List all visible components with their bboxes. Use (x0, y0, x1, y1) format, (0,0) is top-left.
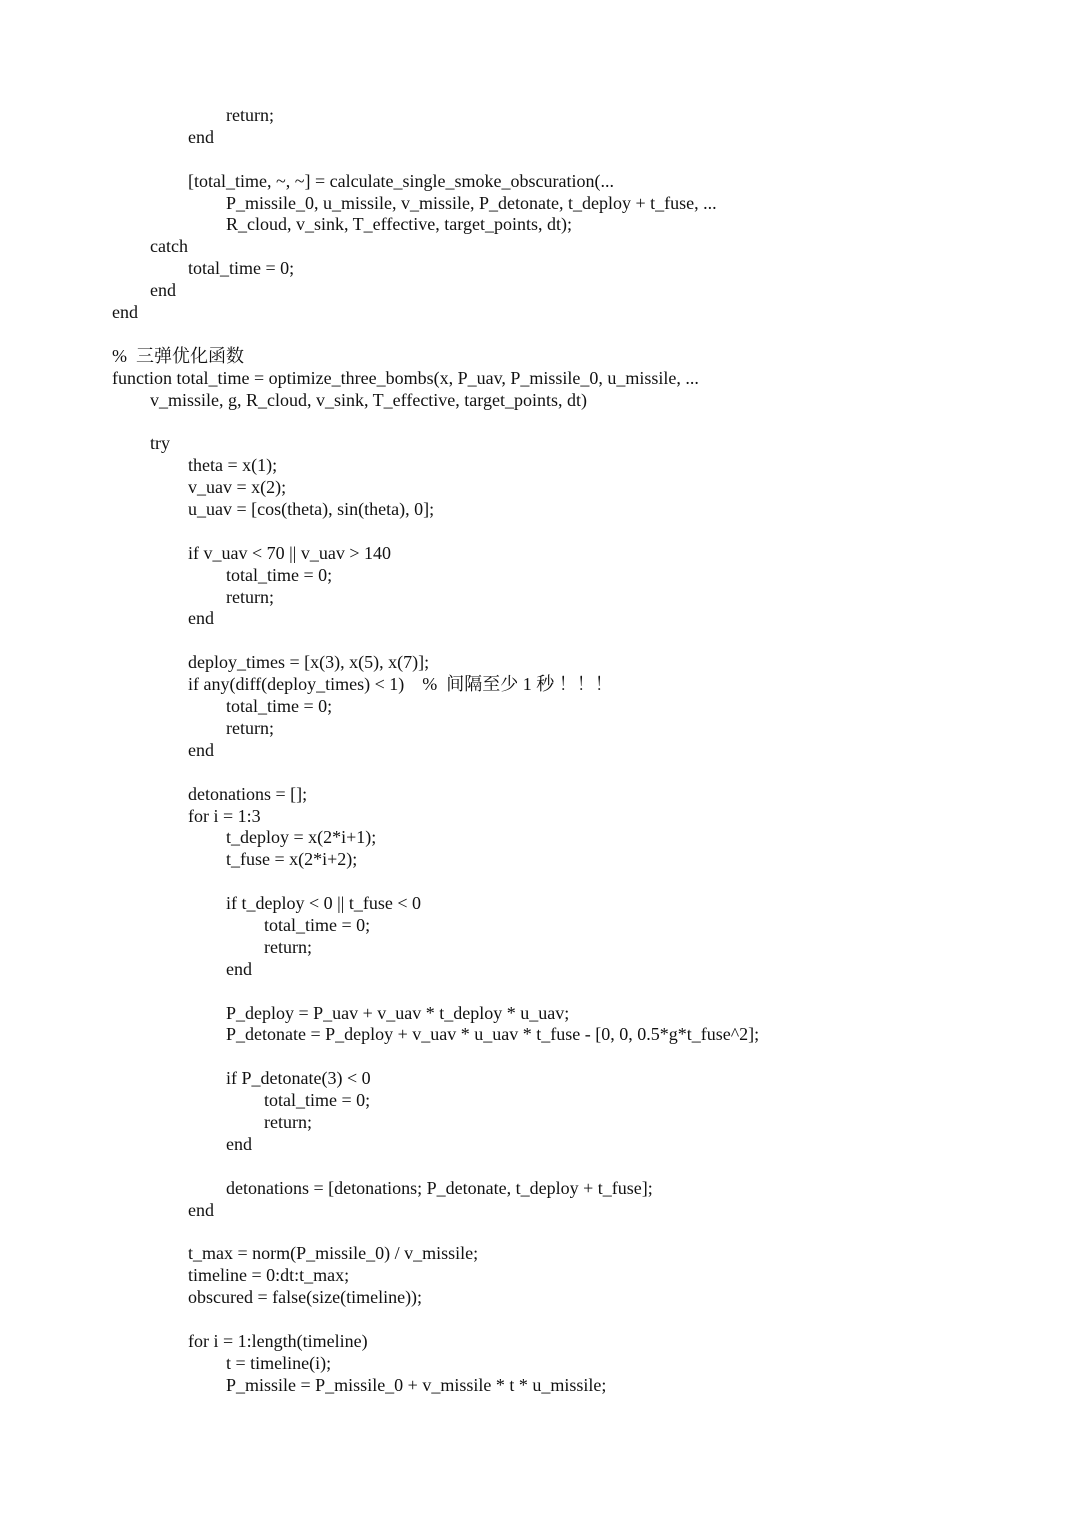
code-line: try (150, 433, 170, 454)
code-line: for i = 1:length(timeline) (188, 1330, 368, 1351)
code-line: obscured = false(size(timeline)); (188, 1287, 423, 1308)
code-line: R_cloud, v_sink, T_effective, target_points, dt); (226, 214, 572, 235)
code-line: total_time = 0; (188, 258, 295, 279)
blank-line (112, 149, 1052, 171)
code-line: return; (226, 105, 274, 125)
code-line: return; (226, 586, 274, 607)
blank-line (112, 521, 1052, 543)
code-line: end (188, 1199, 214, 1220)
code-line: P_missile_0, u_missile, v_missile, P_detonate, t_deploy + t_fuse, ... (226, 192, 717, 213)
code-line: theta = x(1); (188, 455, 278, 476)
code-line: detonations = [detonations; P_detonate, t_deploy + t_fuse]; (226, 1177, 653, 1198)
code-line: total_time = 0; (264, 914, 371, 935)
code-line: end (188, 608, 214, 629)
code-line: v_uav = x(2); (188, 477, 287, 498)
code-line: [total_time, ~, ~] = calculate_single_smoke_obscuration(... (188, 170, 615, 191)
blank-line (112, 1046, 1052, 1068)
code-line: if v_uav < 70 || v_uav > 140 (188, 542, 391, 563)
code-line: detonations = []; (188, 783, 308, 804)
code-line: deploy_times = [x(3), x(5), x(7)]; (188, 652, 430, 673)
code-line: end (188, 126, 214, 147)
code-line: end (226, 1133, 252, 1154)
blank-line (112, 1309, 1052, 1331)
code-line: u_uav = [cos(theta), sin(theta), 0]; (188, 499, 435, 520)
code-line: end (150, 280, 176, 301)
code-line: catch (150, 236, 188, 257)
code-line: function total_time = optimize_three_bombs(x, P_uav, P_missile_0, u_missile, ... (112, 367, 699, 388)
code-line: return; (226, 717, 274, 738)
code-line: end (226, 958, 252, 979)
code-line: end (188, 739, 214, 760)
blank-line (112, 1221, 1052, 1243)
code-line: total_time = 0; (264, 1090, 371, 1111)
blank-line (112, 411, 1052, 433)
blank-line (112, 871, 1052, 893)
blank-line (112, 324, 1052, 346)
code-line: return; (264, 936, 312, 957)
code-line: timeline = 0:dt:t_max; (188, 1265, 350, 1286)
code-line: end (112, 302, 138, 323)
code-line: if t_deploy < 0 || t_fuse < 0 (226, 893, 421, 914)
code-line: t_max = norm(P_missile_0) / v_missile; (188, 1243, 479, 1264)
code-line: v_missile, g, R_cloud, v_sink, T_effective, target_points, dt) (150, 389, 587, 410)
code-line: for i = 1:3 (188, 805, 261, 826)
code-listing (112, 105, 1052, 1397)
code-line: if P_detonate(3) < 0 (226, 1068, 371, 1089)
blank-line (112, 762, 1052, 784)
code-line: t = timeline(i); (226, 1352, 332, 1373)
blank-line (112, 981, 1052, 1003)
code-line: if any(diff(deploy_times) < 1) % 间隔至少 1 秒 ！！！ (188, 674, 613, 695)
code-line: return; (264, 1111, 312, 1132)
code-line: t_deploy = x(2*i+1); (226, 827, 377, 848)
code-line: t_fuse = x(2*i+2); (226, 849, 358, 870)
code-line: P_missile = P_missile_0 + v_missile * t * u_missile; (226, 1374, 607, 1395)
code-line: % 三弹优化函数 (112, 345, 244, 366)
code-line: P_deploy = P_uav + v_uav * t_deploy * u_uav; (226, 1002, 570, 1023)
blank-line (112, 630, 1052, 652)
code-line: total_time = 0; (226, 696, 333, 717)
blank-line (112, 1156, 1052, 1178)
code-line: total_time = 0; (226, 564, 333, 585)
code-line: P_detonate = P_deploy + v_uav * u_uav * t_fuse - [0, 0, 0.5*g*t_fuse^2]; (226, 1024, 760, 1045)
